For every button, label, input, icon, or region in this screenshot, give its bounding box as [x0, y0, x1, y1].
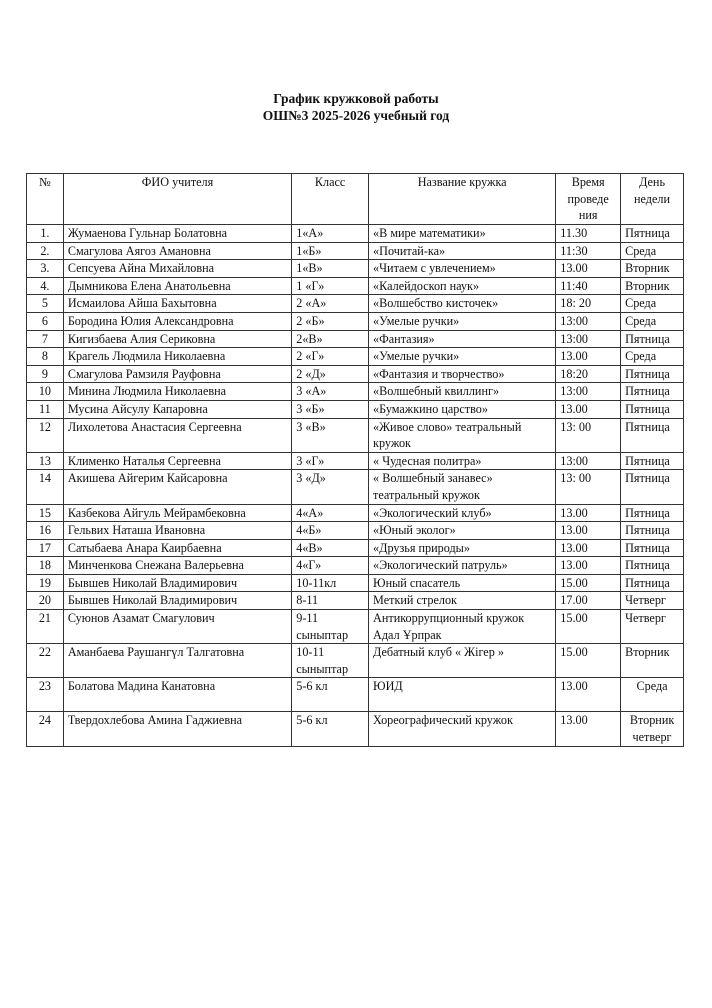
table-row [27, 470, 684, 504]
cell-class: 2 «Б» [292, 312, 369, 330]
cell-num: 22 [27, 644, 64, 678]
cell-class: 4«Б» [292, 522, 369, 540]
cell-class: 10-11 сыныптар [292, 644, 369, 678]
table-row [27, 260, 684, 278]
cell-class: 2 «Д» [292, 365, 369, 383]
cell-class: 3 «В» [292, 418, 369, 452]
cell-day: Пятница [621, 522, 684, 540]
cell-day: Пятница [621, 574, 684, 592]
cell-day: Пятница [621, 470, 684, 504]
cell-club-name: «Читаем с увлечением» [369, 260, 556, 278]
cell-day: Вторник четверг [621, 712, 684, 746]
cell-club-name: «Фантазия и творчество» [369, 365, 556, 383]
cell-teacher-name: Жумаенова Гульнар Болатовна [63, 225, 291, 243]
table-row [27, 592, 684, 610]
cell-time: 15.00 [556, 610, 621, 644]
cell-time: 17.00 [556, 592, 621, 610]
cell-club-name: «Волшебный квиллинг» [369, 383, 556, 401]
cell-teacher-name: Аманбаева Раушангүл Талгатовна [63, 644, 291, 678]
table-row [27, 348, 684, 366]
cell-club-name: ЮИД [369, 678, 556, 712]
cell-time: 13.00 [556, 522, 621, 540]
cell-num: 15 [27, 504, 64, 522]
cell-club-name: «Живое слово» театральный кружок [369, 418, 556, 452]
cell-teacher-name: Исмаилова Айша Бахытовна [63, 295, 291, 313]
cell-teacher-name: Кигизбаева Алия Сериковна [63, 330, 291, 348]
cell-teacher-name: Бывшев Николай Владимирович [63, 574, 291, 592]
cell-time: 13.00 [556, 400, 621, 418]
cell-day: Пятница [621, 539, 684, 557]
table-row [27, 504, 684, 522]
cell-class: 5-6 кл [292, 678, 369, 712]
cell-class: 4«В» [292, 539, 369, 557]
cell-time: 13.00 [556, 557, 621, 575]
cell-teacher-name: Мусина Айсулу Капаровна [63, 400, 291, 418]
cell-day: Пятница [621, 400, 684, 418]
cell-teacher-name: Лихолетова Анастасия Сергеевна [63, 418, 291, 452]
cell-club-name: Хореографический кружок [369, 712, 556, 746]
cell-class: 1 «Г» [292, 277, 369, 295]
cell-time: 13.00 [556, 712, 621, 746]
table-row [27, 712, 684, 746]
title-line-1: График кружковой работы [273, 91, 439, 106]
cell-class: 8-11 [292, 592, 369, 610]
cell-time: 11:30 [556, 242, 621, 260]
cell-club-name: Дебатный клуб « Жігер » [369, 644, 556, 678]
cell-time: 13.00 [556, 678, 621, 712]
cell-teacher-name: Минина Людмила Николаевна [63, 383, 291, 401]
cell-time: 15.00 [556, 574, 621, 592]
cell-class: 3 «А» [292, 383, 369, 401]
cell-club-name: «Друзья природы» [369, 539, 556, 557]
header-num: № [27, 174, 64, 225]
cell-num: 2. [27, 242, 64, 260]
cell-time: 13.00 [556, 348, 621, 366]
cell-club-name: «Фантазия» [369, 330, 556, 348]
cell-num: 14 [27, 470, 64, 504]
document-title [0, 90, 712, 124]
cell-day: Пятница [621, 330, 684, 348]
table-body [27, 225, 684, 747]
cell-club-name: «Бумажкино царство» [369, 400, 556, 418]
cell-day: Четверг [621, 592, 684, 610]
cell-teacher-name: Сепсуева Айна Михайловна [63, 260, 291, 278]
cell-teacher-name: Смагулова Рамзиля Рауфовна [63, 365, 291, 383]
cell-num: 23 [27, 678, 64, 712]
cell-day: Среда [621, 348, 684, 366]
cell-club-name: «Калейдоскоп наук» [369, 277, 556, 295]
table-row [27, 610, 684, 644]
cell-num: 5 [27, 295, 64, 313]
cell-day: Вторник [621, 277, 684, 295]
table-row [27, 539, 684, 557]
header-day: День недели [621, 174, 684, 225]
table-row [27, 400, 684, 418]
cell-club-name: Меткий стрелок [369, 592, 556, 610]
cell-class: 4«А» [292, 504, 369, 522]
cell-class: 5-6 кл [292, 712, 369, 746]
cell-num: 24 [27, 712, 64, 746]
cell-class: 10-11кл [292, 574, 369, 592]
table-row [27, 295, 684, 313]
cell-club-name: «Экологический патруль» [369, 557, 556, 575]
cell-teacher-name: Дымникова Елена Анатольевна [63, 277, 291, 295]
cell-class: 1«А» [292, 225, 369, 243]
cell-teacher-name: Клименко Наталья Сергеевна [63, 452, 291, 470]
cell-day: Вторник [621, 260, 684, 278]
table-row [27, 678, 684, 712]
cell-time: 18: 20 [556, 295, 621, 313]
cell-class: 1«Б» [292, 242, 369, 260]
cell-time: 18:20 [556, 365, 621, 383]
header-club-name: Название кружка [369, 174, 556, 225]
cell-teacher-name: Смагулова Аягоз Амановна [63, 242, 291, 260]
cell-teacher-name: Болатова Мадина Канатовна [63, 678, 291, 712]
header-teacher-name: ФИО учителя [63, 174, 291, 225]
header-class: Класс [292, 174, 369, 225]
cell-num: 13 [27, 452, 64, 470]
cell-num: 8 [27, 348, 64, 366]
cell-teacher-name: Акишева Айгерим Кайсаровна [63, 470, 291, 504]
cell-time: 13:00 [556, 452, 621, 470]
cell-club-name: «В мире математики» [369, 225, 556, 243]
cell-teacher-name: Сатыбаева Анара Каирбаевна [63, 539, 291, 557]
cell-day: Пятница [621, 225, 684, 243]
cell-time: 13:00 [556, 312, 621, 330]
table-row [27, 330, 684, 348]
cell-club-name: « Волшебный занавес» театральный кружок [369, 470, 556, 504]
cell-class: 4«Г» [292, 557, 369, 575]
cell-teacher-name: Суюнов Азамат Смагулович [63, 610, 291, 644]
table-header-row [27, 174, 684, 225]
cell-num: 1. [27, 225, 64, 243]
cell-time: 11:40 [556, 277, 621, 295]
cell-day: Среда [621, 678, 684, 712]
cell-club-name: «Волшебство кисточек» [369, 295, 556, 313]
cell-num: 6 [27, 312, 64, 330]
cell-time: 11.30 [556, 225, 621, 243]
cell-time: 13.00 [556, 504, 621, 522]
cell-num: 17 [27, 539, 64, 557]
table-row [27, 418, 684, 452]
cell-num: 3. [27, 260, 64, 278]
cell-day: Вторник [621, 644, 684, 678]
cell-club-name: «Экологический клуб» [369, 504, 556, 522]
cell-class: 3 «Д» [292, 470, 369, 504]
cell-day: Среда [621, 242, 684, 260]
cell-class: 9-11 сыныптар [292, 610, 369, 644]
cell-time: 13:00 [556, 330, 621, 348]
title-line-2: ОШ№3 2025-2026 учебный год [262, 108, 450, 123]
cell-club-name: «Умелые ручки» [369, 312, 556, 330]
cell-teacher-name: Минченкова Снежана Валерьевна [63, 557, 291, 575]
cell-num: 7 [27, 330, 64, 348]
cell-teacher-name: Гельвих Наташа Ивановна [63, 522, 291, 540]
cell-day: Пятница [621, 383, 684, 401]
cell-club-name: Юный спасатель [369, 574, 556, 592]
header-time: Время проведе ния [556, 174, 621, 225]
cell-time: 13: 00 [556, 470, 621, 504]
cell-time: 13:00 [556, 383, 621, 401]
cell-club-name: «Почитай-ка» [369, 242, 556, 260]
table-row [27, 242, 684, 260]
cell-num: 19 [27, 574, 64, 592]
cell-class: 1«В» [292, 260, 369, 278]
cell-day: Четверг [621, 610, 684, 644]
cell-teacher-name: Твердохлебова Амина Гаджиевна [63, 712, 291, 746]
cell-teacher-name: Казбекова Айгуль Мейрамбековна [63, 504, 291, 522]
cell-num: 18 [27, 557, 64, 575]
cell-day: Среда [621, 295, 684, 313]
cell-club-name: «Умелые ручки» [369, 348, 556, 366]
table-row [27, 277, 684, 295]
cell-class: 2«В» [292, 330, 369, 348]
cell-club-name: Антикоррупционный кружок Адал Ұрпрак [369, 610, 556, 644]
cell-teacher-name: Бородина Юлия Александровна [63, 312, 291, 330]
cell-num: 11 [27, 400, 64, 418]
cell-time: 13.00 [556, 260, 621, 278]
cell-class: 2 «Г» [292, 348, 369, 366]
table-row [27, 365, 684, 383]
table-row [27, 452, 684, 470]
cell-num: 21 [27, 610, 64, 644]
club-schedule-table [26, 173, 684, 747]
cell-day: Пятница [621, 418, 684, 452]
table-row [27, 312, 684, 330]
cell-num: 12 [27, 418, 64, 452]
cell-day: Пятница [621, 365, 684, 383]
table-row [27, 557, 684, 575]
cell-club-name: «Юный эколог» [369, 522, 556, 540]
cell-teacher-name: Бывшев Николай Владимирович [63, 592, 291, 610]
cell-class: 2 «А» [292, 295, 369, 313]
table-row [27, 644, 684, 678]
table-row [27, 225, 684, 243]
cell-class: 3 «Г» [292, 452, 369, 470]
cell-day: Среда [621, 312, 684, 330]
cell-num: 9 [27, 365, 64, 383]
cell-club-name: « Чудесная политра» [369, 452, 556, 470]
cell-num: 10 [27, 383, 64, 401]
table-row [27, 574, 684, 592]
cell-day: Пятница [621, 557, 684, 575]
table-row [27, 522, 684, 540]
cell-num: 20 [27, 592, 64, 610]
cell-time: 13: 00 [556, 418, 621, 452]
cell-class: 3 «Б» [292, 400, 369, 418]
cell-num: 4. [27, 277, 64, 295]
cell-time: 13.00 [556, 539, 621, 557]
cell-num: 16 [27, 522, 64, 540]
cell-day: Пятница [621, 504, 684, 522]
cell-teacher-name: Крагель Людмила Николаевна [63, 348, 291, 366]
table-row [27, 383, 684, 401]
cell-day: Пятница [621, 452, 684, 470]
cell-time: 15.00 [556, 644, 621, 678]
